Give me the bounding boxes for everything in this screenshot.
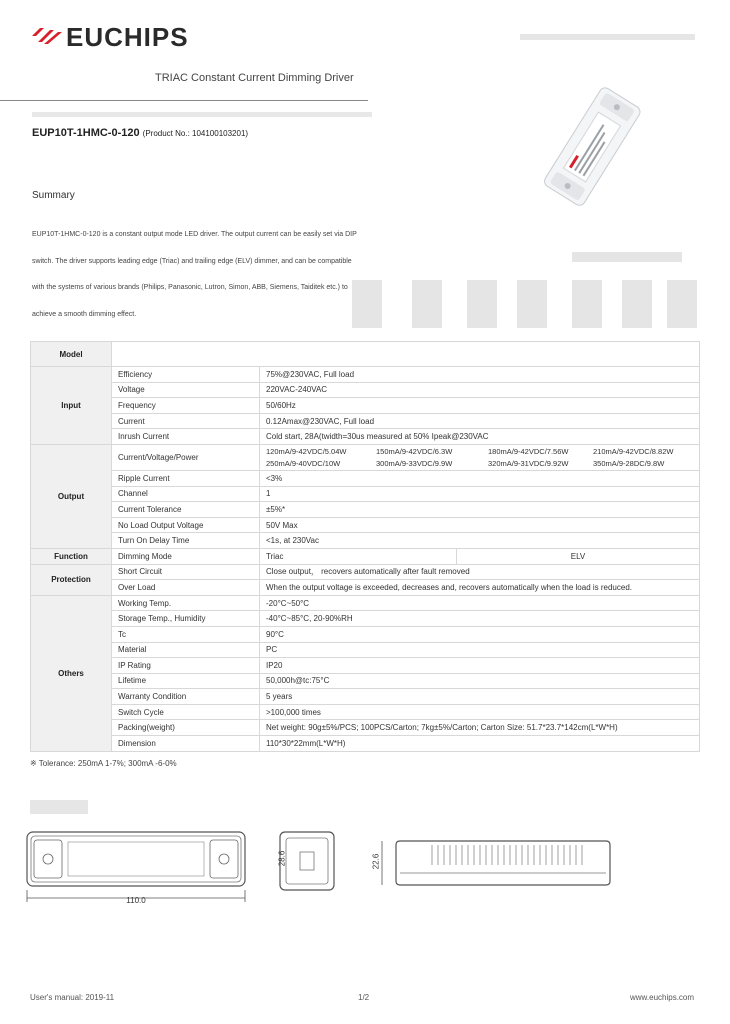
table-row xyxy=(31,626,700,642)
header-bar xyxy=(520,34,695,40)
dimming-mode-cell xyxy=(260,548,700,564)
value-cell: -40°C~85°C, 20-90%RH xyxy=(260,611,700,627)
param-cell: Inrush Current xyxy=(112,429,260,445)
value-cell: IP20 xyxy=(260,658,700,674)
table-row xyxy=(31,736,700,752)
table-row xyxy=(31,720,700,736)
table-row xyxy=(31,673,700,689)
param-cell: Over Load xyxy=(112,580,260,596)
value-cell: 0.12Amax@230VAC, Full load xyxy=(260,413,700,429)
header-band xyxy=(32,112,372,117)
table-header-row xyxy=(31,342,700,367)
table-row xyxy=(31,382,700,398)
table-row xyxy=(31,548,700,564)
table-row xyxy=(31,595,700,611)
value-cell: >100,000 times xyxy=(260,704,700,720)
cvw-values-cell xyxy=(260,444,700,470)
table-row xyxy=(31,367,700,383)
group-protection: Protection xyxy=(31,564,112,595)
value-cell: -20°C~50°C xyxy=(260,595,700,611)
param-cell: Channel xyxy=(112,486,260,502)
value-cell: 90°C xyxy=(260,626,700,642)
value-cell: <3% xyxy=(260,470,700,486)
group-others: Others xyxy=(31,595,112,751)
table-row xyxy=(31,658,700,674)
table-row xyxy=(31,486,700,502)
table-row xyxy=(31,398,700,414)
value-cell: ELV xyxy=(570,551,586,561)
param-cell: Lifetime xyxy=(112,673,260,689)
param-cell: Dimming Mode xyxy=(112,548,260,564)
product-photo xyxy=(525,72,660,222)
table-row xyxy=(31,429,700,445)
param-cell: Current/Voltage/Power xyxy=(112,444,260,470)
table-row xyxy=(31,580,700,596)
summary-heading: Summary xyxy=(32,190,75,201)
table-row xyxy=(31,470,700,486)
certification-icons xyxy=(352,252,702,330)
param-cell: Dimension xyxy=(112,736,260,752)
value-cell: Triac xyxy=(260,549,457,564)
value-cell: 50/60Hz xyxy=(260,398,700,414)
value-cell: Close output， recovers automatically after fault removed xyxy=(260,564,700,580)
cvw-value: 180mA/9-42VDC/7.56W xyxy=(488,446,569,456)
cvw-value: 120mA/9-42VDC/5.04W xyxy=(266,446,347,456)
param-cell: Tc xyxy=(112,626,260,642)
value-cell: 75%@230VAC, Full load xyxy=(260,367,700,383)
param-cell: Storage Temp., Humidity xyxy=(112,611,260,627)
param-cell: Turn On Delay Time xyxy=(112,533,260,549)
drawing-top-view xyxy=(22,828,250,908)
footer-page-number: 1/2 xyxy=(358,993,370,1002)
param-cell: Working Temp. xyxy=(112,595,260,611)
table-row xyxy=(31,502,700,518)
value-cell: <1s, at 230Vac xyxy=(260,533,700,549)
group-input: Input xyxy=(31,367,112,445)
param-cell: Short Circuit xyxy=(112,564,260,580)
value-cell: 50V Max xyxy=(260,517,700,533)
cvw-value: 350mA/9-28DC/9.8W xyxy=(593,458,665,468)
value-cell: When the output voltage is exceeded, decreases and, recovers automatically when the load is reduced. xyxy=(260,580,700,596)
table-row xyxy=(31,642,700,658)
value-cell: 110*30*22mm(L*W*H) xyxy=(260,736,700,752)
param-cell: Material xyxy=(112,642,260,658)
summary-text: EUP10T-1HMC-0-120 is a constant output mode LED driver. The output current can be easily set via DIP switch. The driver supports leading edge (Triac) and trailing edge (ELV) dimmer, and can be compatible with the systems of various brands (Philips, Panasonic, Lutron, Simon, ABB, Siemens, Taiditek etc.) to achieve a smooth dimming effect. xyxy=(32,231,357,318)
param-cell: IP Rating xyxy=(112,658,260,674)
value-cell: Cold start, 28A(twidth=30us measured at 50% Ipeak@230VAC xyxy=(260,429,700,445)
group-output: Output xyxy=(31,444,112,548)
value-cell: PC xyxy=(260,642,700,658)
value-cell: 1 xyxy=(260,486,700,502)
header-divider xyxy=(0,100,368,101)
cvw-value: 210mA/9-42VDC/8.82W xyxy=(593,446,674,456)
tolerance-note: ※ Tolerance: 250mA 1-7%; 300mA -6-0% xyxy=(30,759,177,768)
table-row xyxy=(31,704,700,720)
value-cell: 5 years xyxy=(260,689,700,705)
cvw-value: 300mA/9-33VDC/9.9W xyxy=(376,458,453,468)
param-cell: Ripple Current xyxy=(112,470,260,486)
footer-manual-date: User's manual: 2019-11 xyxy=(30,993,115,1002)
cvw-value: 250mA/9-40VDC/10W xyxy=(266,458,341,468)
param-cell: Efficiency xyxy=(112,367,260,383)
document-subtitle: TRIAC Constant Current Dimming Driver xyxy=(155,72,354,84)
table-row xyxy=(31,517,700,533)
group-function: Function xyxy=(31,548,112,564)
value-cell: 220VAC-240VAC xyxy=(260,382,700,398)
brand-name: EUCHIPS xyxy=(66,22,189,52)
param-cell: Warranty Condition xyxy=(112,689,260,705)
length-dimension: 110.0 xyxy=(126,896,146,905)
value-cell: Net weight: 90g±5%/PCS; 100PCS/Carton; 7kg±5%/Carton; Carton Size: 51.7*23.7*142cm(L*W*H) xyxy=(260,720,700,736)
drawing-side-view xyxy=(372,835,614,891)
table-row xyxy=(31,413,700,429)
dimension-section-label xyxy=(30,800,88,814)
width-dimension: 28.6 xyxy=(277,850,287,867)
table-row xyxy=(31,564,700,580)
table-row xyxy=(31,689,700,705)
param-cell: No Load Output Voltage xyxy=(112,517,260,533)
model-title xyxy=(32,127,248,139)
drawing-end-view xyxy=(276,828,338,898)
product-number: (Product No.: 104100103201) xyxy=(142,129,249,138)
header-model-label: Model xyxy=(31,342,112,367)
param-cell: Switch Cycle xyxy=(112,704,260,720)
table-row xyxy=(31,611,700,627)
value-cell: 50,000h@tc:75°C xyxy=(260,673,700,689)
param-cell: Current xyxy=(112,413,260,429)
table-row xyxy=(31,533,700,549)
param-cell: Packing(weight) xyxy=(112,720,260,736)
table-row xyxy=(31,444,700,470)
model-number: EUP10T-1HMC-0-120 xyxy=(32,127,140,139)
value-cell: ±5%* xyxy=(260,502,700,518)
param-cell: Frequency xyxy=(112,398,260,414)
height-dimension: 22.6 xyxy=(371,853,381,870)
brand-logo-icon xyxy=(30,26,70,46)
footer-website: www.euchips.com xyxy=(630,993,695,1002)
specification-table xyxy=(30,341,700,752)
cvw-value: 320mA/9-31VDC/9.92W xyxy=(488,458,569,468)
param-cell: Current Tolerance xyxy=(112,502,260,518)
cvw-value: 150mA/9-42VDC/6.3W xyxy=(376,446,453,456)
header-model-value xyxy=(112,342,700,367)
param-cell: Voltage xyxy=(112,382,260,398)
